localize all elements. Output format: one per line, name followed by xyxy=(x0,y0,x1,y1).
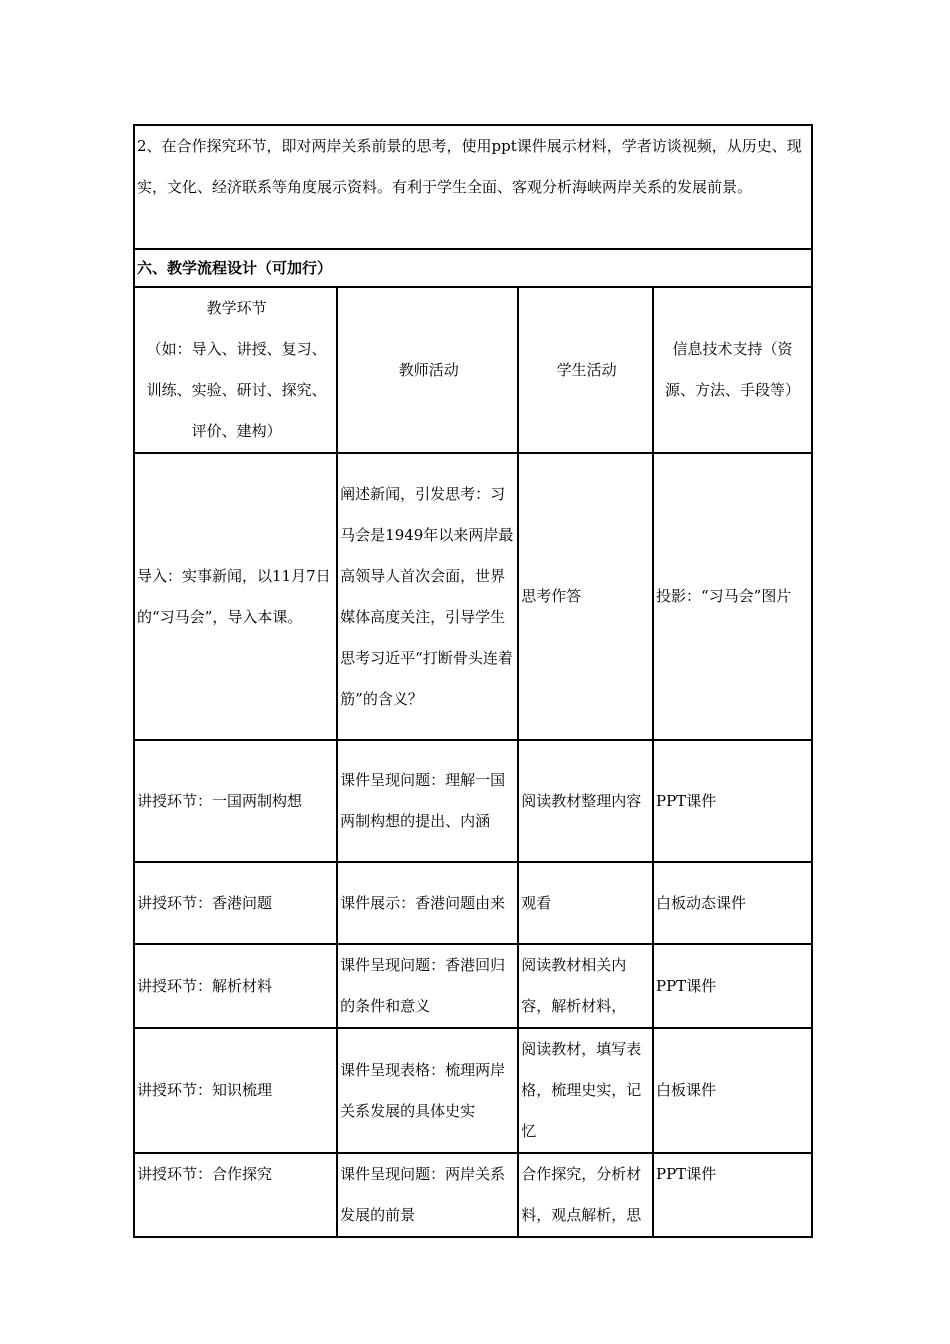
section-title: 六、教学流程设计（可加行） xyxy=(134,249,812,287)
table-row xyxy=(134,453,812,740)
cell-teacher: 课件呈现问题：理解一国两制构想的提出、内涵 xyxy=(337,740,518,862)
cell-tech: PPT课件 xyxy=(653,944,812,1028)
cell-tech: PPT课件 xyxy=(653,740,812,862)
header-stage-line: 教学环节 xyxy=(206,299,267,317)
cell-stage: 讲授环节：解析材料 xyxy=(134,944,337,1028)
cell-tech: 投影：“习马会”图片 xyxy=(653,453,812,740)
cell-tech: PPT课件 xyxy=(653,1153,812,1237)
intro-paragraph: 2、在合作探究环节，即对两岸关系前景的思考，使用ppt课件展示材料，学者访谈视频，从历史、现实，文化、经济联系等角度展示资料。有利于学生全面、客观分析海峡两岸关系的发展前景。 xyxy=(134,125,812,249)
cell-stage: 导入：实事新闻，以11月7日的“习马会”，导入本课。 xyxy=(134,453,337,740)
header-stage xyxy=(134,287,337,453)
cell-student: 阅读教材，填写表格，梳理史实，记忆 xyxy=(518,1028,653,1153)
cell-teacher: 课件呈现表格：梳理两岸关系发展的具体史实 xyxy=(337,1028,518,1153)
cell-student: 观看 xyxy=(518,862,653,944)
cell-student: 阅读教材整理内容 xyxy=(518,740,653,862)
cell-tech: 白板课件 xyxy=(653,1028,812,1153)
cell-student: 合作探究，分析材料，观点解析，思 xyxy=(518,1153,653,1237)
header-tech: 信息技术支持（资源、方法、手段等） xyxy=(653,287,812,453)
table-row xyxy=(134,1028,812,1153)
cell-tech: 白板动态课件 xyxy=(653,862,812,944)
table-row xyxy=(134,944,812,1028)
header-stage-line: 训练、实验、研讨、探究、 xyxy=(146,381,327,399)
cell-teacher: 课件展示：香港问题由来 xyxy=(337,862,518,944)
table-row xyxy=(134,1153,812,1237)
cell-stage: 讲授环节：一国两制构想 xyxy=(134,740,337,862)
header-stage-line: 评价、建构） xyxy=(191,422,282,440)
table-row xyxy=(134,862,812,944)
cell-teacher: 阐述新闻，引发思考：习马会是1949年以来两岸最高领导人首次会面，世界媒体高度关注，引导学生思考习近平“打断骨头连着筋”的含义？ xyxy=(337,453,518,740)
cell-student: 思考作答 xyxy=(518,453,653,740)
header-stage-line: （如：导入、讲授、复习、 xyxy=(146,340,327,358)
table-header-row xyxy=(134,287,812,453)
cell-stage: 讲授环节：知识梳理 xyxy=(134,1028,337,1153)
cell-stage: 讲授环节：合作探究 xyxy=(134,1153,337,1237)
lesson-plan-table xyxy=(133,124,813,1238)
header-teacher: 教师活动 xyxy=(337,287,518,453)
header-student: 学生活动 xyxy=(518,287,653,453)
cell-stage: 讲授环节：香港问题 xyxy=(134,862,337,944)
cell-teacher: 课件呈现问题：两岸关系发展的前景 xyxy=(337,1153,518,1237)
cell-teacher: 课件呈现问题：香港回归的条件和意义 xyxy=(337,944,518,1028)
table-row xyxy=(134,740,812,862)
cell-student: 阅读教材相关内容，解析材料， xyxy=(518,944,653,1028)
